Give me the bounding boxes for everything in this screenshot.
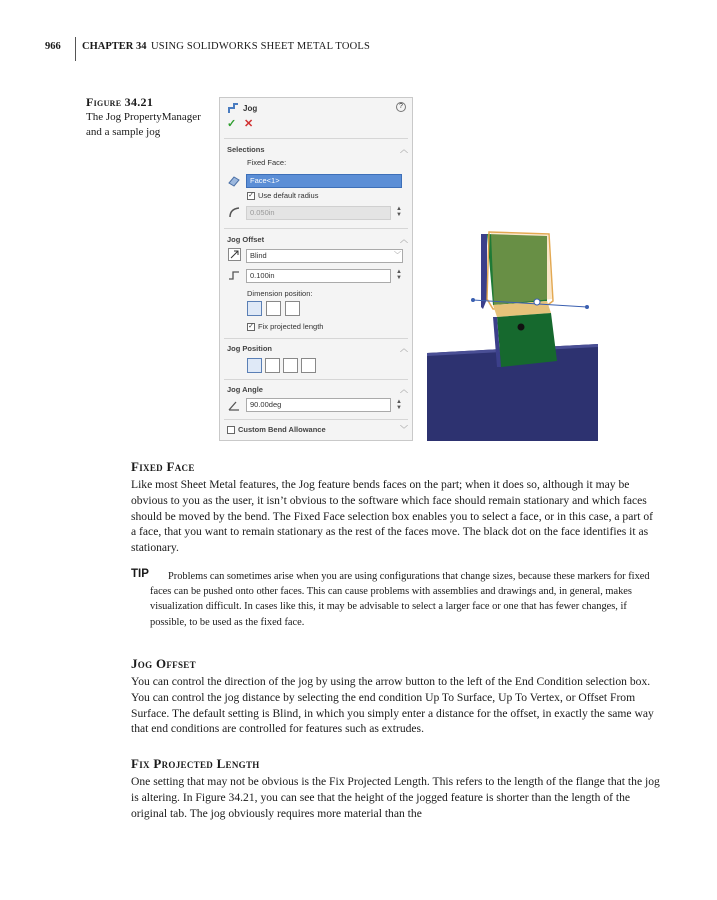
- jog-property-manager: [219, 97, 413, 441]
- reverse-direction-button[interactable]: [228, 248, 241, 261]
- section-divider: [224, 419, 408, 420]
- dim-inside-button[interactable]: [266, 301, 281, 316]
- jog-offset-section-heading: Jog Offset: [131, 656, 196, 671]
- jog-offset-paragraph: You can control the direction of the jog by using the arrow button to the left of the End Condition selection box. You can control the jog distance by selecting the end condition Up To Surface, Up To Vertex, or Offset From Surface. The default setting is Blind, in which you simply enter a distance for the offset, in exactly the same way that end conditions are controlled for features such as extrudes.: [131, 675, 654, 736]
- use-default-radius-checkbox[interactable]: ✓: [248, 192, 254, 199]
- chapter-label: CHAPTER 34: [82, 41, 147, 52]
- bend-centerline-button[interactable]: [247, 358, 262, 373]
- fixed-face-label: Fixed Face:: [247, 158, 287, 167]
- section-divider: [224, 138, 408, 139]
- angle-spinner[interactable]: ▲ ▼: [396, 399, 402, 411]
- tab-side-face: [481, 234, 487, 309]
- chevron-up-icon[interactable]: ︿: [400, 235, 408, 244]
- arrow-icon: [229, 249, 240, 260]
- fixed-face-field[interactable]: Face<1>: [246, 174, 402, 188]
- jog-line-endpoint: [471, 298, 475, 302]
- radius-spinner[interactable]: ▲ ▼: [396, 206, 402, 218]
- figure-label: Figure 34.21: [86, 95, 154, 109]
- page-number: 966: [45, 41, 61, 52]
- bend-radius-field[interactable]: 0.050in: [246, 206, 391, 220]
- jog-line-endpoint: [585, 305, 589, 309]
- jog-position-heading[interactable]: Jog Position: [227, 344, 272, 353]
- fixed-face-paragraph: Like most Sheet Metal features, the Jog feature bends faces on the part; when it does so, although it may be obvious to you as the user, it isn’t obvious to the software which face should remain stationary and which faces should be moved by the bend. The Fixed Face selection box enables you to select a face, or in this case, a part of a face, that you want to remain stationary as the rest of the faces move. The black dot on the face identifies it as stationary.: [131, 478, 653, 555]
- header-divider: [75, 37, 76, 61]
- jog-offset-heading[interactable]: Jog Offset: [227, 235, 265, 244]
- dimension-position-label: Dimension position:: [247, 289, 313, 298]
- offset-distance-icon: [227, 268, 241, 282]
- tip-paragraph: Problems can sometimes arise when you are using configurations that change sizes, because these markers for fixed faces can be pushed onto other faces. This can cause problems with assemblies and drawings and, in general, makes visualization difficult. In cases like this, it may be advisable to select a larger face or one that has fewer changes, if possible, to be used as the fixed face.: [150, 571, 650, 628]
- chevron-up-icon[interactable]: ︿: [400, 145, 408, 154]
- section-divider: [224, 338, 408, 339]
- chapter-title: USING SOLIDWORKS SHEET METAL TOOLS: [151, 41, 371, 52]
- dim-outside-button[interactable]: [247, 301, 262, 316]
- pm-title: Jog: [243, 104, 258, 113]
- jog-angle-field[interactable]: 90.00deg: [246, 398, 391, 412]
- chevron-down-icon[interactable]: ﹀: [400, 425, 408, 434]
- sample-jog-model: [427, 229, 598, 441]
- chevron-down-icon: ﹀: [394, 252, 401, 259]
- angle-icon: [227, 398, 241, 412]
- offset-distance-field[interactable]: 0.100in: [246, 269, 391, 283]
- jog-angle-heading[interactable]: Jog Angle: [227, 385, 263, 394]
- material-outside-button[interactable]: [283, 358, 298, 373]
- section-divider: [224, 228, 408, 229]
- fix-projected-length-checkbox[interactable]: ✓: [248, 323, 254, 330]
- use-default-radius-label: Use default radius: [258, 191, 319, 200]
- fix-projected-length-paragraph: One setting that may not be obvious is the Fix Projected Length. This refers to the length of the flange that the jog is altering. In Figure 34.21, you can see that the height of the jogged feature is shorter than the length of the original tab. The jog obviously requires more material than the: [131, 775, 660, 820]
- selections-heading[interactable]: Selections: [227, 145, 265, 154]
- custom-bend-allowance-checkbox[interactable]: [227, 426, 235, 434]
- material-inside-button[interactable]: [265, 358, 280, 373]
- figure-caption-text: The Jog PropertyManager and a sample jog: [86, 111, 201, 138]
- fix-projected-length-label: Fix projected length: [258, 322, 324, 331]
- help-icon[interactable]: ?: [396, 102, 406, 112]
- jog-preview-face: [491, 233, 552, 305]
- end-condition-select[interactable]: Blind: [246, 249, 403, 263]
- face-select-icon: [227, 173, 241, 187]
- jog-line-handle: [534, 299, 540, 305]
- ok-button[interactable]: ✓: [227, 118, 237, 130]
- fix-projected-length-heading: Fix Projected Length: [131, 756, 260, 771]
- figure-caption: [86, 95, 211, 140]
- chevron-up-icon[interactable]: ︿: [400, 385, 408, 394]
- custom-bend-allowance-label[interactable]: Custom Bend Allowance: [238, 425, 326, 434]
- lower-tab-face: [497, 313, 557, 367]
- fixed-face-marker: [518, 324, 525, 331]
- bend-radius-icon: [227, 205, 241, 219]
- jog-feature-icon: [227, 102, 240, 115]
- chevron-up-icon[interactable]: ︿: [400, 344, 408, 353]
- fixed-face-heading: Fixed Face: [131, 459, 195, 474]
- bend-outside-button[interactable]: [301, 358, 316, 373]
- dim-overall-button[interactable]: [285, 301, 300, 316]
- tip-label: TIP: [131, 568, 149, 580]
- cancel-button[interactable]: ✕: [244, 118, 254, 130]
- section-divider: [224, 379, 408, 380]
- distance-spinner[interactable]: ▲ ▼: [396, 269, 402, 281]
